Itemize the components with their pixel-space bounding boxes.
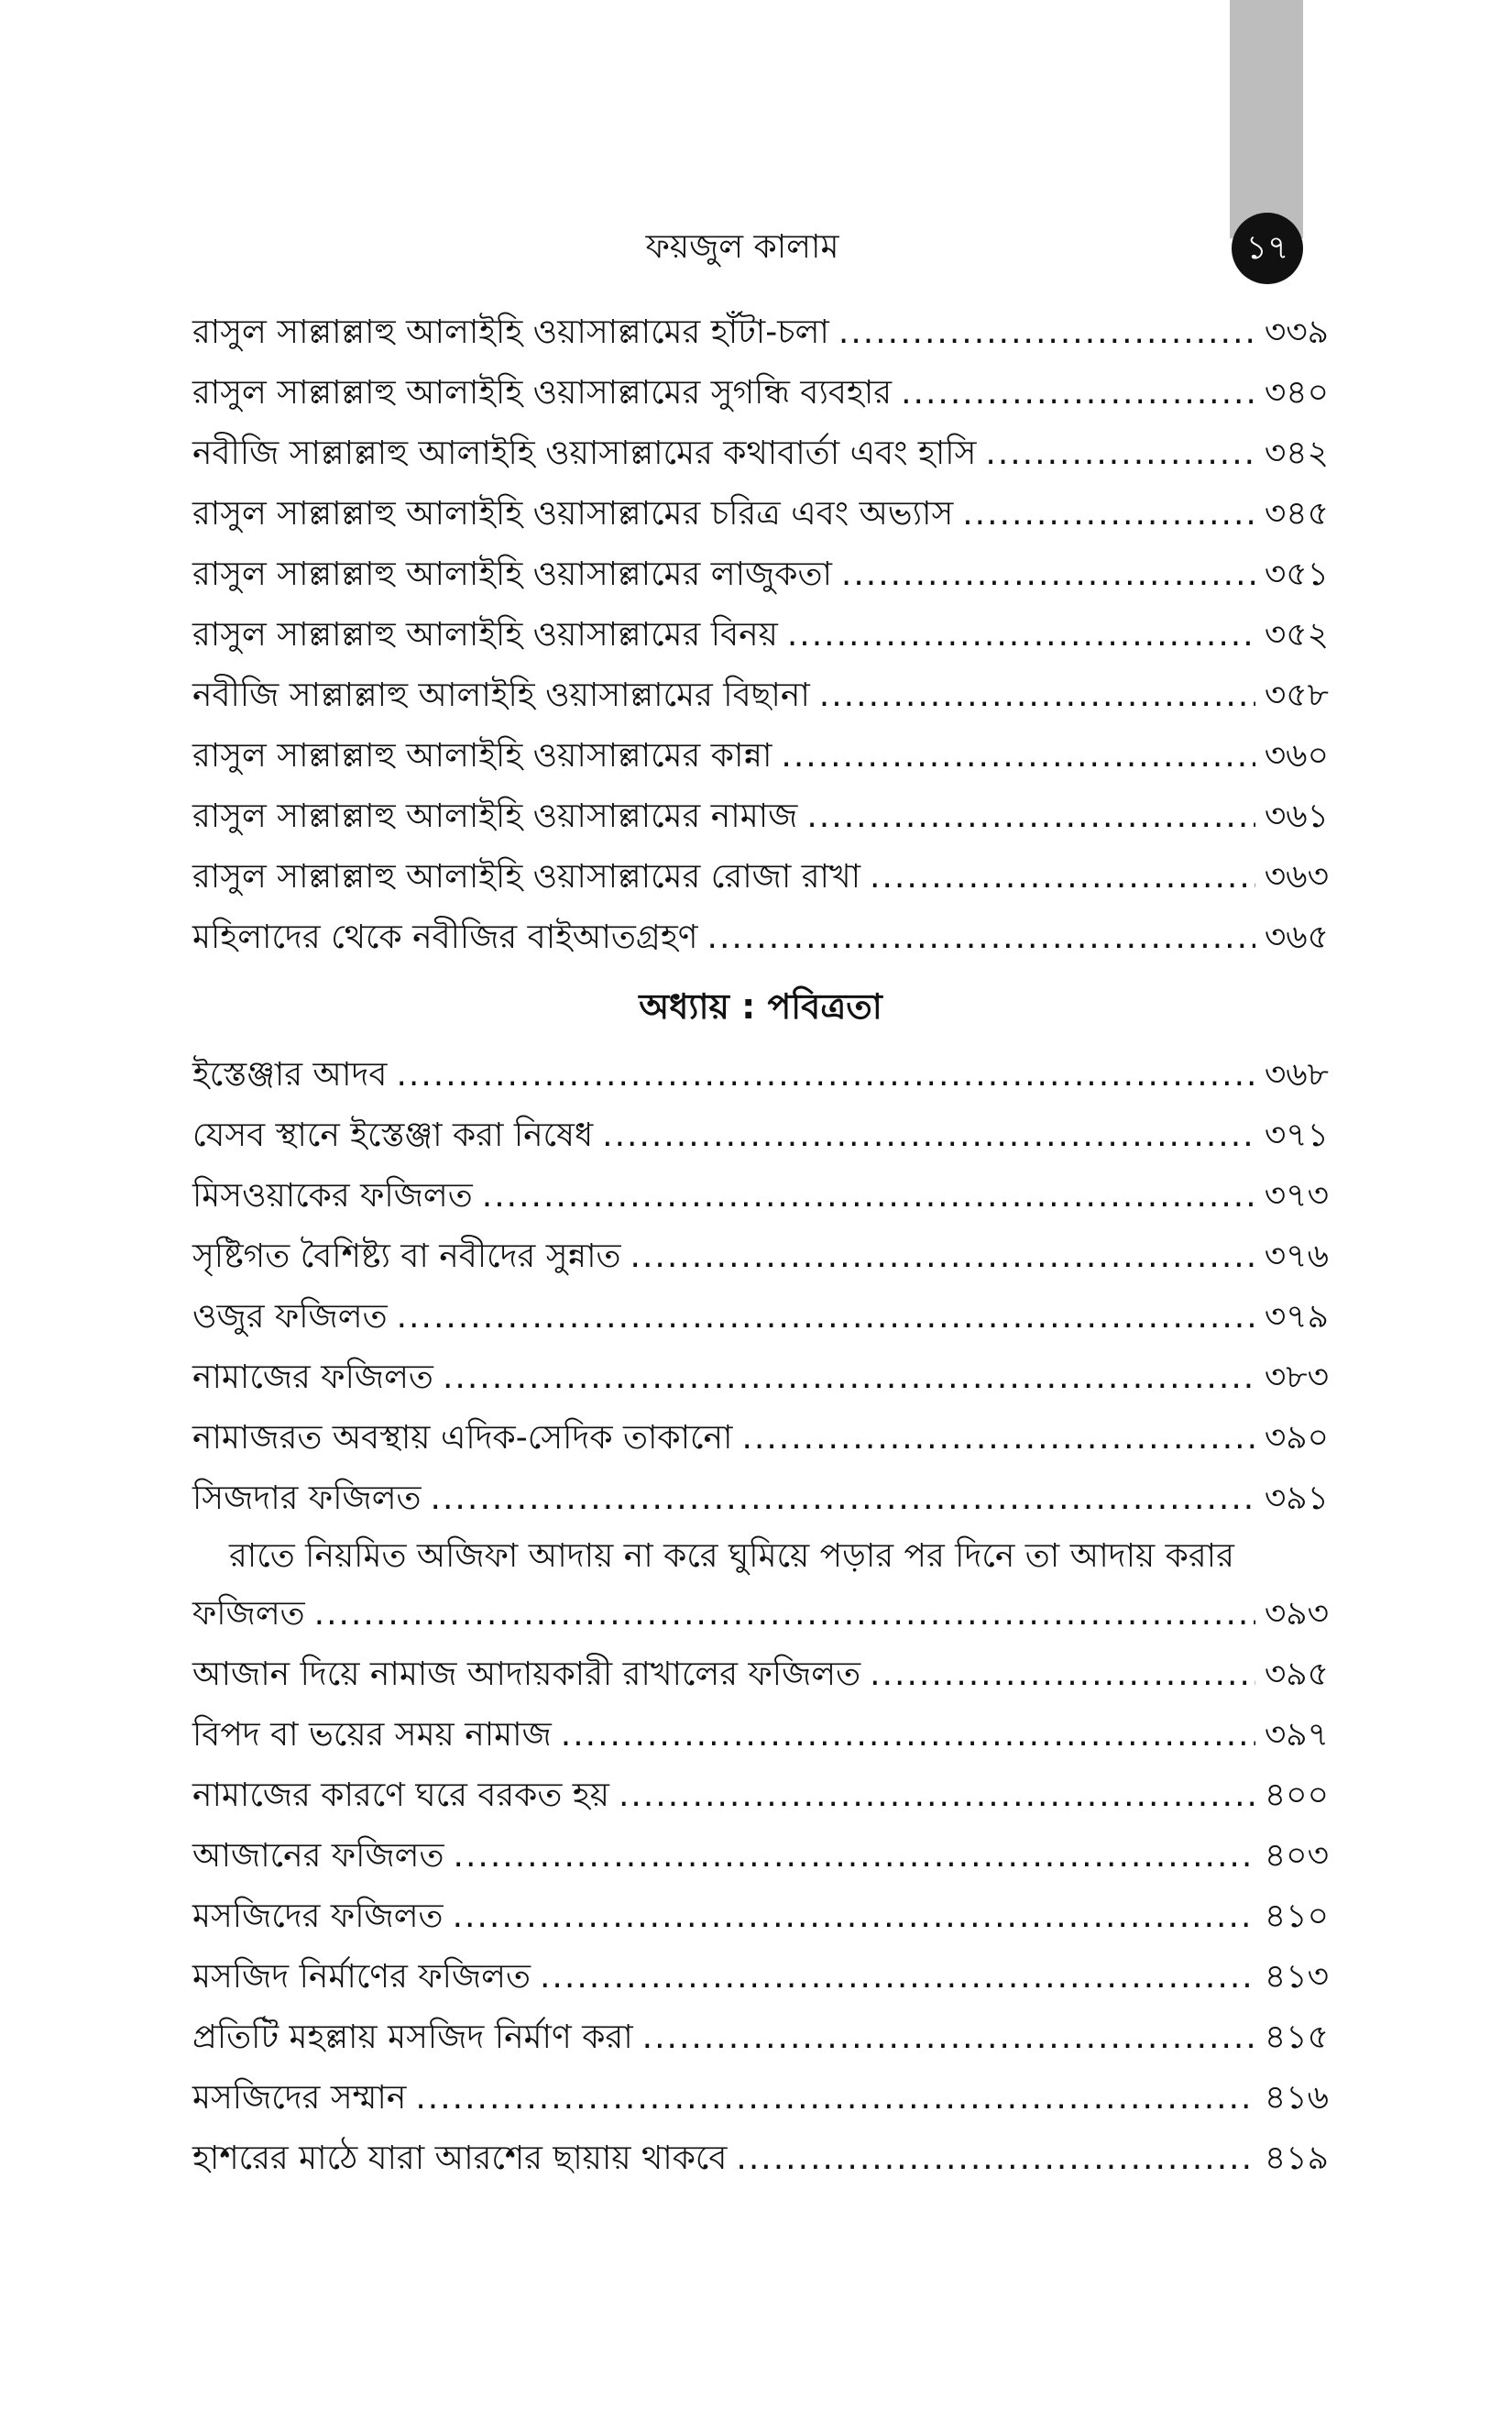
toc-entry-page: ৩৯১: [1264, 1480, 1329, 1517]
leader-dots: [561, 1705, 1255, 1766]
toc-entry-label: প্রতিটি মহল্লায় মসজিদ নির্মাণ করা: [192, 2018, 633, 2056]
toc-wrapped-entry-line2[interactable]: [192, 1584, 1329, 1644]
toc-entry[interactable]: [192, 1226, 1329, 1287]
leader-dots: [630, 1226, 1255, 1287]
toc-entry-label: রাসুল সাল্লাল্লাহু আলাইহি ওয়াসাল্লামের হাঁটা-চলা: [192, 314, 829, 351]
toc-entry-page: ৩৭১: [1264, 1116, 1329, 1154]
toc-entry-page: ৩৯৭: [1264, 1716, 1329, 1754]
toc-entry[interactable]: [192, 1468, 1329, 1529]
toc-entry-label: নামাজরত অবস্থায় এদিক-সেদিক তাকানো: [192, 1419, 733, 1457]
toc-entry-label: হাশরের মাঠে যারা আরশের ছায়ায় থাকবে: [192, 2140, 728, 2177]
toc-entry[interactable]: [192, 908, 1329, 968]
toc-entry-page: ৪১৬: [1264, 2079, 1329, 2117]
toc-entry[interactable]: [192, 1408, 1329, 1468]
toc-entry-page: ৩৬০: [1264, 737, 1329, 775]
toc-entry[interactable]: [192, 1826, 1329, 1886]
toc-entry-page: ৩৯৩: [1264, 1595, 1329, 1633]
leader-dots: [901, 363, 1255, 424]
toc-entry-page: ৩৯৫: [1264, 1656, 1329, 1693]
toc-entry-label: রাসুল সাল্লাল্লাহু আলাইহি ওয়াসাল্লামের নামাজ: [192, 798, 798, 835]
toc-entry-page: ৩৬১: [1264, 798, 1329, 835]
leader-dots: [602, 1106, 1255, 1166]
leader-dots: [985, 424, 1255, 484]
toc-entry-label: রাসুল সাল্লাল্লাহু আলাইহি ওয়াসাল্লামের বিনয়: [192, 616, 778, 654]
toc-entry-page: ৩৭৯: [1264, 1298, 1329, 1336]
toc-entry-page: ৩৪২: [1264, 434, 1329, 472]
toc-entry-label: রাসুল সাল্লাল্লাহু আলাইহি ওয়াসাল্লামের চরিত্র এবং অভ্যাস: [192, 495, 954, 533]
leader-dots: [707, 908, 1255, 968]
toc-entry-label: রাসুল সাল্লাল্লাহু আলাইহি ওয়াসাল্লামের লাজুকতা: [192, 556, 832, 593]
toc-entry[interactable]: [192, 2068, 1329, 2128]
leader-dots: [540, 1947, 1255, 2008]
leader-dots: [454, 1826, 1255, 1886]
chapter-heading: অধ্যায় : পবিত্রতা: [639, 986, 882, 1027]
toc-entry[interactable]: [192, 2128, 1329, 2189]
toc-entry[interactable]: [192, 1287, 1329, 1348]
toc-entry-page: ৪০৩: [1264, 1837, 1329, 1875]
toc-entry[interactable]: [192, 1045, 1329, 1106]
toc-entry[interactable]: [192, 363, 1329, 424]
toc-entry-label: মসজিদ নির্মাণের ফজিলত: [192, 1958, 531, 1996]
toc-entry[interactable]: [192, 2008, 1329, 2068]
toc-entry[interactable]: [192, 484, 1329, 544]
leader-dots: [806, 786, 1255, 847]
leader-dots: [431, 1468, 1255, 1529]
toc-entry-label: নামাজের ফজিলত: [192, 1358, 433, 1396]
toc-entry[interactable]: [192, 544, 1329, 605]
toc-entry[interactable]: [192, 1947, 1329, 2008]
toc-entry-label: রাসুল সাল্লাল্লাহু আলাইহি ওয়াসাল্লামের সুগন্ধি ব্যবহার: [192, 374, 893, 412]
toc-entry-label: মিসওয়াকের ফজিলত: [192, 1177, 473, 1215]
toc-entry-label: রাসুল সাল্লাল্লাহু আলাইহি ওয়াসাল্লামের রোজা রাখা: [192, 858, 861, 896]
leader-dots: [838, 302, 1255, 363]
leader-dots: [787, 605, 1255, 666]
toc-entry-page: ৩৬৮: [1264, 1056, 1329, 1094]
toc-entry-label: আজান দিয়ে নামাজ আদায়কারী রাখালের ফজিলত: [192, 1656, 861, 1693]
toc-entry-label: ফজিলত: [192, 1595, 305, 1633]
leader-dots: [962, 484, 1255, 544]
leader-dots: [443, 1348, 1255, 1408]
leader-dots: [396, 1045, 1255, 1106]
leader-dots: [314, 1584, 1255, 1644]
toc-entry-label: মসজিদের সম্মান: [192, 2079, 407, 2117]
toc-entry-label: নবীজি সাল্লাল্লাহু আলাইহি ওয়াসাল্লামের কথাবার্তা এবং হাসি: [192, 434, 977, 472]
toc-entry-page: ৩৩৯: [1264, 314, 1329, 351]
toc-entry-label: নামাজের কারণে ঘরে বরকত হয়: [192, 1776, 609, 1814]
toc-section-2a: [192, 1045, 1329, 1529]
toc-entry-label: বিপদ বা ভয়ের সময় নামাজ: [192, 1716, 552, 1754]
toc-entry-page: ৪১০: [1264, 1898, 1329, 1935]
toc-entry-label: মহিলাদের থেকে নবীজির বাইআতগ্রহণ: [192, 918, 698, 956]
toc-entry[interactable]: [192, 1766, 1329, 1826]
toc-entry[interactable]: [192, 424, 1329, 484]
leader-dots: [870, 847, 1255, 908]
leader-dots: [841, 544, 1255, 605]
leader-dots: [642, 2008, 1255, 2068]
leader-dots: [781, 726, 1255, 786]
toc-entry-label: যেসব স্থানে ইস্তেঞ্জা করা নিষেধ: [192, 1116, 594, 1154]
toc-entry-page: ৩৫৮: [1264, 676, 1329, 714]
toc-entry[interactable]: [192, 605, 1329, 666]
toc-entry[interactable]: [192, 666, 1329, 726]
toc-entry-page: ৪১৯: [1264, 2140, 1329, 2177]
toc-entry[interactable]: [192, 1705, 1329, 1766]
leader-dots: [870, 1644, 1255, 1705]
toc-entry[interactable]: [192, 302, 1329, 363]
page-number-badge: ১৭: [1232, 213, 1303, 284]
leader-dots: [619, 1766, 1255, 1826]
toc-entry[interactable]: [192, 1106, 1329, 1166]
toc-entry-page: ৩৮৩: [1264, 1358, 1329, 1396]
toc-entry-page: ৪১৫: [1264, 2018, 1329, 2056]
toc-entry-page: ৩৬৩: [1264, 858, 1329, 896]
toc-entry[interactable]: [192, 786, 1329, 847]
toc-section-1: [192, 302, 1329, 968]
toc-entry-page: ৩৫১: [1264, 556, 1329, 593]
toc-wrapped-entry-line1: রাতে নিয়মিত অজিফা আদায় না করে ঘুমিয়ে পড়ার পর দিনে তা আদায় করার: [229, 1537, 1234, 1575]
toc-entry[interactable]: [192, 1886, 1329, 1947]
toc-entry-label: নবীজি সাল্লাল্লাহু আলাইহি ওয়াসাল্লামের বিছানা: [192, 676, 810, 714]
toc-entry-page: ৩৯০: [1264, 1419, 1329, 1457]
toc-entry[interactable]: [192, 1348, 1329, 1408]
toc-entry-label: সৃষ্টিগত বৈশিষ্ট্য বা নবীদের সুন্নাত: [192, 1238, 621, 1275]
toc-entry[interactable]: [192, 726, 1329, 786]
running-header: ফয়জুল কালাম: [645, 228, 839, 266]
toc-entry-page: ৩৭৩: [1264, 1177, 1329, 1215]
leader-dots: [415, 2068, 1255, 2128]
toc-entry-page: ৪১৩: [1264, 1958, 1329, 1996]
page-tab: [1230, 0, 1303, 238]
toc-entry-label: ওজুর ফজিলত: [192, 1298, 388, 1336]
toc-entry[interactable]: [192, 847, 1329, 908]
leader-dots: [397, 1287, 1255, 1348]
toc-entry-page: ৩৪৫: [1264, 495, 1329, 533]
table-of-contents: [192, 302, 1329, 2189]
toc-entry-page: ৩৪০: [1264, 374, 1329, 412]
toc-entry[interactable]: [192, 1644, 1329, 1705]
leader-dots: [819, 666, 1255, 726]
toc-entry-page: ৪০০: [1264, 1776, 1329, 1814]
toc-entry-page: ৩৫২: [1264, 616, 1329, 654]
toc-entry-label: মসজিদের ফজিলত: [192, 1898, 444, 1935]
toc-entry-page: ৩৭৬: [1264, 1238, 1329, 1275]
leader-dots: [741, 1408, 1255, 1468]
toc-entry-page: ৩৬৫: [1264, 918, 1329, 956]
toc-entry-label: ইস্তেঞ্জার আদব: [192, 1056, 388, 1094]
toc-entry-label: আজানের ফজিলত: [192, 1837, 444, 1875]
leader-dots: [482, 1166, 1255, 1226]
leader-dots: [736, 2128, 1255, 2189]
toc-section-2b: [192, 1644, 1329, 2189]
toc-entry-label: সিজদার ফজিলত: [192, 1480, 422, 1517]
toc-entry-label: রাসুল সাল্লাল্লাহু আলাইহি ওয়াসাল্লামের কান্না: [192, 737, 772, 775]
toc-entry[interactable]: [192, 1166, 1329, 1226]
leader-dots: [453, 1886, 1255, 1947]
